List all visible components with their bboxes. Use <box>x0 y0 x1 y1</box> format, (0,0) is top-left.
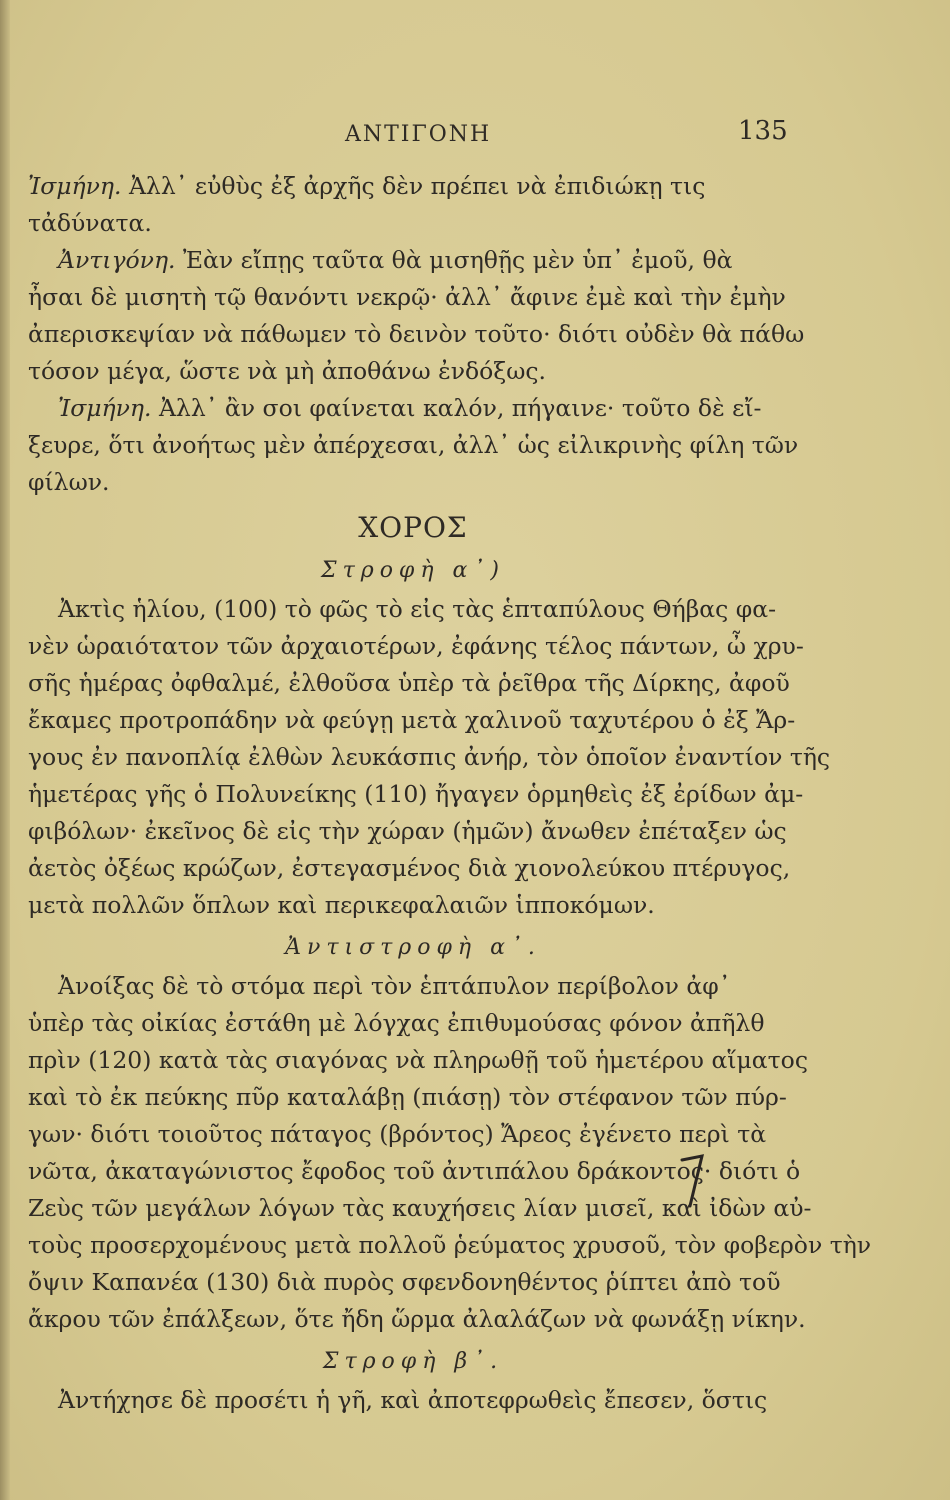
line-text: Ἀλλ᾽ εὐθὺς ἐξ ἀρχῆς δὲν πρέπει νὰ ἐπιδιώκῃ τις <box>121 172 706 200</box>
line-text: Ἀντήχησε δὲ προσέτι ἡ γῆ, καὶ ἀποτεφρωθεὶς ἔπεσεν, ὅστις <box>58 1386 768 1414</box>
text-line <box>28 1005 798 1042</box>
text-line <box>28 628 804 665</box>
text-line <box>28 1301 806 1338</box>
dialogue-section <box>28 168 805 501</box>
text-line <box>28 316 805 353</box>
text-line <box>28 968 798 1005</box>
text-line <box>28 390 798 427</box>
text-line <box>28 1264 798 1301</box>
line-text: σῆς ἡμέρας ὀφθαλμέ, ἐλθοῦσα ὑπὲρ τὰ ῥεῖθρα τῆς Δίρκης, ἀφοῦ <box>28 669 790 697</box>
antistrophe-a-heading: Ἀντιστροφὴ α᾽. <box>285 935 541 960</box>
line-text: νῶτα, ἀκαταγώνιστος ἔφοδος τοῦ ἀντιπάλου δράκοντος· διότι ὁ <box>28 1157 801 1185</box>
line-text: γων· διότι τοιοῦτος πάταγος (βρόντος) Ἄρεος ἐγένετο περὶ τὰ <box>28 1120 767 1148</box>
line-text: ἔκαμες προτροπάδην νὰ φεύγῃ μετὰ χαλινοῦ ταχυτέρου ὁ ἐξ Ἄρ- <box>28 706 796 734</box>
strophe-b-heading: Στροφὴ β᾽. <box>322 1349 504 1374</box>
binding-edge <box>0 0 10 1500</box>
text-line <box>28 242 798 279</box>
text-line <box>28 776 804 813</box>
text-line <box>28 427 798 464</box>
line-text: τἀδύνατα. <box>28 209 152 237</box>
speaker-name: Ἰσμήνη. <box>28 172 122 200</box>
line-text: φιβόλων· ἐκεῖνος δὲ εἰς τὴν χώραν (ἡμῶν) ἄνωθεν ἐπέταξεν ὡς <box>28 817 787 845</box>
line-text: γους ἐν πανοπλίᾳ ἐλθὼν λευκάσπις ἀνήρ, τὸν ὁποῖον ἐναντίον τῆς <box>28 743 831 771</box>
text-line <box>28 168 798 205</box>
line-text: νὲν ὡραιότατον τῶν ἀρχαιοτέρων, ἐφάνης τέλος πάντων, ὦ χρυ- <box>28 632 804 660</box>
line-text: μετὰ πολλῶν ὅπλων καὶ περικεφαλαιῶν ἱπποκόμων. <box>28 891 655 919</box>
text-line <box>28 1382 798 1419</box>
line-text: ἀπερισκεψίαν νὰ πάθωμεν τὸ δεινὸν τοῦτο· διότι οὐδὲν θὰ πάθω <box>28 320 805 348</box>
choros-title: ΧΟΡΟΣ <box>358 511 468 544</box>
line-text: τοὺς προσερχομένους μετὰ πολλοῦ ῥεύματος χρυσοῦ, τὸν φοβερὸν τὴν <box>28 1231 872 1259</box>
line-text: Ἀκτὶς ἡλίου, (100) τὸ φῶς τὸ εἰς τὰς ἑπταπύλους Θήβας φα- <box>58 595 777 623</box>
line-text: καὶ τὸ ἐκ πεύκης πῦρ καταλάβῃ (πιάσῃ) τὸν στέφανον τῶν πύρ- <box>28 1083 787 1111</box>
line-text: φίλων. <box>28 468 110 496</box>
page-number: 135 <box>738 116 788 146</box>
text-line <box>28 1116 798 1153</box>
text-line <box>28 205 798 242</box>
page-header <box>0 116 950 156</box>
line-text: ἄκρου τῶν ἐπάλξεων, ὅτε ἤδη ὥρμα ἀλαλάζων νὰ φωνάξῃ νίκην. <box>28 1305 806 1333</box>
line-text: Ἐὰν εἴπῃς ταῦτα θὰ μισηθῇς μὲν ὑπ᾽ ἐμοῦ, θὰ <box>175 246 733 274</box>
running-head: ΑΝΤΙΓΟΝΗ <box>345 122 492 147</box>
line-text: ὄψιν Καπανέα (130) διὰ πυρὸς σφενδονηθέντος ῥίπτει ἀπὸ τοῦ <box>28 1268 781 1296</box>
text-line <box>28 702 798 739</box>
line-text: ἡμετέρας γῆς ὁ Πολυνείκης (110) ἤγαγεν ὁρμηθεὶς ἐξ ἐρίδων ἀμ- <box>28 780 804 808</box>
line-text: τόσον μέγα, ὥστε νὰ μὴ ἀποθάνω ἐνδόξως. <box>28 357 547 385</box>
line-text: ἀετὸς ὀξέως κρώζων, ἐστεγασμένος διὰ χιονολεύκου πτέρυγος, <box>28 854 791 882</box>
line-text: ξευρε, ὅτι ἀνοήτως μὲν ἀπέρχεσαι, ἀλλ᾽ ὡς εἰλικρινὴς φίλη τῶν <box>28 431 799 459</box>
line-text: Ζεὺς τῶν μεγάλων λόγων τὰς καυχήσεις λίαν μισεῖ, καὶ ἰδὼν αὐ- <box>28 1194 812 1222</box>
text-line <box>28 279 798 316</box>
text-line <box>28 1079 798 1116</box>
text-line <box>28 850 798 887</box>
page-body <box>28 168 872 1419</box>
text-line <box>28 887 798 924</box>
text-line <box>28 1042 808 1079</box>
line-text: ὑπὲρ τὰς οἰκίας ἐστάθη μὲ λόγχας ἐπιθυμούσας φόνον ἀπῆλθ <box>28 1009 765 1037</box>
text-line <box>28 813 798 850</box>
strophe-b-text <box>28 1382 798 1419</box>
strophe-a-text <box>28 591 831 924</box>
text-line <box>28 353 798 390</box>
line-text: Ἀλλ᾽ ἂν σοι φαίνεται καλόν, πήγαινε· τοῦτο δὲ εἴ- <box>151 394 762 422</box>
text-line <box>28 591 798 628</box>
text-line <box>28 464 798 501</box>
line-text: Ἀνοίξας δὲ τὸ στόμα περὶ τὸν ἑπτάπυλον περίβολον ἀφ᾽ <box>58 972 731 1000</box>
text-line <box>28 665 798 702</box>
text-line <box>28 739 831 776</box>
speaker-name: Ἰσμήνη. <box>58 394 152 422</box>
speaker-name: Ἀντιγόνη. <box>58 246 176 274</box>
strophe-a-heading: Στροφὴ α᾽) <box>321 558 505 583</box>
text-line <box>28 1227 872 1264</box>
pen-mark-annotation <box>678 1150 708 1210</box>
line-text: πρὶν (120) κατὰ τὰς σιαγόνας νὰ πληρωθῇ τοῦ ἡμετέρου αἵματος <box>28 1046 808 1074</box>
line-text: ἦσαι δὲ μισητὴ τῷ θανόντι νεκρῷ· ἀλλ᾽ ἄφινε ἐμὲ καὶ τὴν ἐμὴν <box>28 283 786 311</box>
